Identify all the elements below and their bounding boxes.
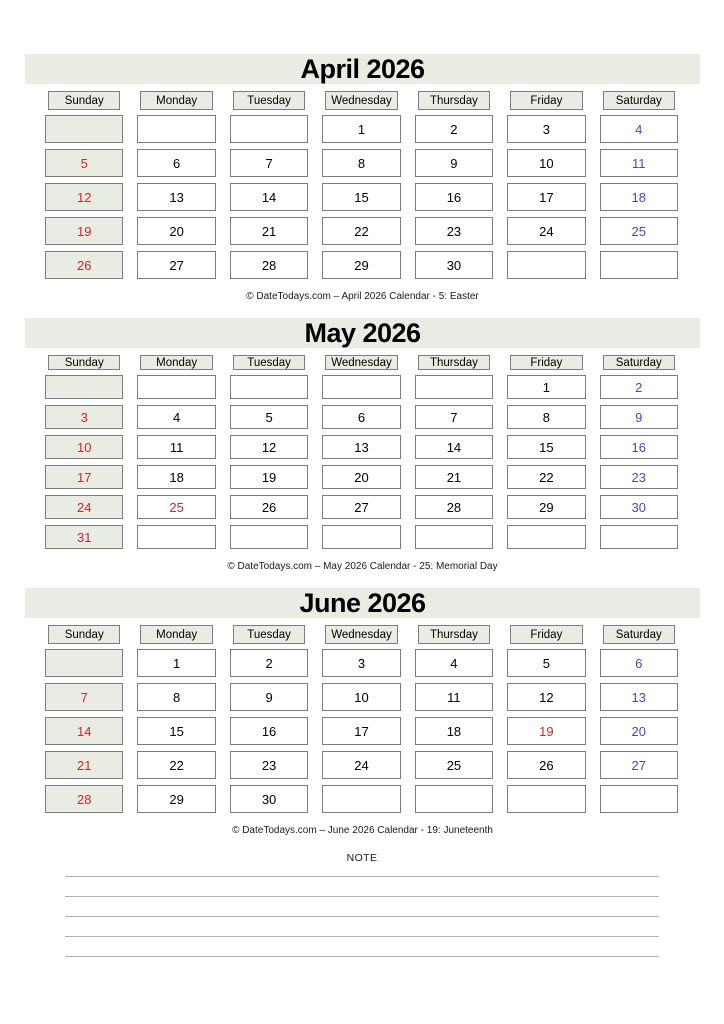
date-grid: [25, 375, 700, 549]
date-cell-2: 2: [230, 649, 308, 677]
date-cell-8: 8: [322, 149, 400, 177]
date-cell-15: 15: [507, 435, 585, 459]
weekday-header-sunday: Sunday: [48, 355, 120, 370]
date-cell-16: 16: [600, 435, 678, 459]
date-cell-24: 24: [322, 751, 400, 779]
date-cell-3: 3: [45, 405, 123, 429]
date-cell-14: 14: [45, 717, 123, 745]
date-cell-23: 23: [415, 217, 493, 245]
date-cell-10: 10: [507, 149, 585, 177]
empty-date-cell: [600, 785, 678, 813]
weekday-header-sunday: Sunday: [48, 91, 120, 110]
date-cell-31: 31: [45, 525, 123, 549]
month-title-band: [25, 588, 700, 618]
date-cell-24: 24: [45, 495, 123, 519]
note-line: [65, 917, 659, 937]
date-cell-27: 27: [322, 495, 400, 519]
date-cell-22: 22: [322, 217, 400, 245]
date-cell-1: 1: [322, 115, 400, 143]
month-footer: © DateTodays.com – April 2026 Calendar - 5: Easter: [246, 291, 479, 302]
date-cell-10: 10: [322, 683, 400, 711]
date-cell-18: 18: [137, 465, 215, 489]
weekday-header-tuesday: Tuesday: [233, 91, 305, 110]
month-title-band: [25, 54, 700, 84]
note-section: [65, 852, 659, 957]
date-cell-1: 1: [137, 649, 215, 677]
empty-date-cell: [322, 785, 400, 813]
date-cell-29: 29: [137, 785, 215, 813]
empty-date-cell: [230, 525, 308, 549]
date-cell-26: 26: [45, 251, 123, 279]
empty-date-cell: [137, 115, 215, 143]
date-cell-30: 30: [600, 495, 678, 519]
month-title: June 2026: [299, 587, 426, 618]
date-cell-4: 4: [137, 405, 215, 429]
note-line: [65, 937, 659, 957]
date-cell-12: 12: [507, 683, 585, 711]
date-cell-9: 9: [600, 405, 678, 429]
note-lines: [65, 864, 659, 957]
empty-date-cell: [230, 375, 308, 399]
date-cell-19: 19: [230, 465, 308, 489]
empty-date-cell: [507, 525, 585, 549]
empty-date-cell: [322, 525, 400, 549]
weekday-header-friday: Friday: [510, 355, 582, 370]
weekday-header-saturday: Saturday: [603, 355, 675, 370]
date-cell-1: 1: [507, 375, 585, 399]
weekday-header-friday: Friday: [510, 91, 582, 110]
date-cell-20: 20: [137, 217, 215, 245]
month-may: [25, 318, 700, 572]
date-cell-19: 19: [507, 717, 585, 745]
date-cell-29: 29: [322, 251, 400, 279]
date-cell-8: 8: [507, 405, 585, 429]
weekday-header-friday: Friday: [510, 625, 582, 644]
date-cell-16: 16: [230, 717, 308, 745]
weekday-header-thursday: Thursday: [418, 355, 490, 370]
date-cell-3: 3: [322, 649, 400, 677]
weekday-header-monday: Monday: [140, 355, 212, 370]
empty-date-cell: [45, 375, 123, 399]
date-cell-4: 4: [600, 115, 678, 143]
date-cell-20: 20: [600, 717, 678, 745]
note-line: [65, 897, 659, 917]
date-cell-26: 26: [507, 751, 585, 779]
date-cell-15: 15: [137, 717, 215, 745]
date-cell-21: 21: [45, 751, 123, 779]
weekday-header-wednesday: Wednesday: [325, 625, 397, 644]
date-cell-25: 25: [415, 751, 493, 779]
date-cell-13: 13: [137, 183, 215, 211]
empty-date-cell: [415, 375, 493, 399]
date-cell-2: 2: [415, 115, 493, 143]
empty-date-cell: [600, 251, 678, 279]
date-cell-22: 22: [507, 465, 585, 489]
date-cell-21: 21: [415, 465, 493, 489]
weekday-header-row: [25, 625, 700, 644]
empty-date-cell: [230, 115, 308, 143]
date-cell-25: 25: [137, 495, 215, 519]
date-cell-5: 5: [230, 405, 308, 429]
month-june: [25, 588, 700, 836]
empty-date-cell: [415, 525, 493, 549]
date-cell-17: 17: [322, 717, 400, 745]
date-cell-27: 27: [137, 251, 215, 279]
date-cell-30: 30: [415, 251, 493, 279]
date-cell-17: 17: [507, 183, 585, 211]
weekday-header-wednesday: Wednesday: [325, 91, 397, 110]
date-cell-27: 27: [600, 751, 678, 779]
empty-date-cell: [600, 525, 678, 549]
date-cell-18: 18: [600, 183, 678, 211]
empty-date-cell: [45, 115, 123, 143]
empty-date-cell: [415, 785, 493, 813]
weekday-header-tuesday: Tuesday: [233, 625, 305, 644]
date-cell-5: 5: [45, 149, 123, 177]
month-title: May 2026: [304, 317, 421, 348]
weekday-header-sunday: Sunday: [48, 625, 120, 644]
weekday-header-thursday: Thursday: [418, 625, 490, 644]
date-cell-8: 8: [137, 683, 215, 711]
date-cell-12: 12: [230, 435, 308, 459]
date-cell-2: 2: [600, 375, 678, 399]
weekday-header-monday: Monday: [140, 91, 212, 110]
date-grid: [25, 115, 700, 279]
date-cell-11: 11: [600, 149, 678, 177]
empty-date-cell: [322, 375, 400, 399]
note-line: [65, 877, 659, 897]
weekday-header-row: [25, 355, 700, 370]
date-cell-13: 13: [600, 683, 678, 711]
empty-date-cell: [137, 375, 215, 399]
date-cell-16: 16: [415, 183, 493, 211]
date-cell-17: 17: [45, 465, 123, 489]
date-cell-7: 7: [230, 149, 308, 177]
empty-date-cell: [137, 525, 215, 549]
weekday-header-monday: Monday: [140, 625, 212, 644]
date-cell-12: 12: [45, 183, 123, 211]
date-cell-7: 7: [45, 683, 123, 711]
date-grid: [25, 649, 700, 813]
month-april: [25, 54, 700, 302]
month-footer: © DateTodays.com – May 2026 Calendar - 25: Memorial Day: [227, 561, 498, 572]
weekday-header-saturday: Saturday: [603, 625, 675, 644]
date-cell-14: 14: [230, 183, 308, 211]
date-cell-28: 28: [415, 495, 493, 519]
date-cell-29: 29: [507, 495, 585, 519]
weekday-header-thursday: Thursday: [418, 91, 490, 110]
note-line: [65, 864, 659, 877]
date-cell-28: 28: [45, 785, 123, 813]
date-cell-23: 23: [600, 465, 678, 489]
date-cell-13: 13: [322, 435, 400, 459]
date-cell-21: 21: [230, 217, 308, 245]
date-cell-9: 9: [230, 683, 308, 711]
date-cell-18: 18: [415, 717, 493, 745]
date-cell-11: 11: [415, 683, 493, 711]
date-cell-14: 14: [415, 435, 493, 459]
date-cell-6: 6: [600, 649, 678, 677]
date-cell-9: 9: [415, 149, 493, 177]
empty-date-cell: [507, 785, 585, 813]
weekday-header-wednesday: Wednesday: [325, 355, 397, 370]
date-cell-11: 11: [137, 435, 215, 459]
date-cell-20: 20: [322, 465, 400, 489]
date-cell-23: 23: [230, 751, 308, 779]
month-title: April 2026: [300, 53, 425, 84]
date-cell-26: 26: [230, 495, 308, 519]
date-cell-10: 10: [45, 435, 123, 459]
date-cell-22: 22: [137, 751, 215, 779]
date-cell-3: 3: [507, 115, 585, 143]
month-footer: © DateTodays.com – June 2026 Calendar - 19: Juneteenth: [232, 825, 493, 836]
date-cell-28: 28: [230, 251, 308, 279]
date-cell-24: 24: [507, 217, 585, 245]
date-cell-6: 6: [137, 149, 215, 177]
weekday-header-saturday: Saturday: [603, 91, 675, 110]
date-cell-30: 30: [230, 785, 308, 813]
empty-date-cell: [507, 251, 585, 279]
date-cell-7: 7: [415, 405, 493, 429]
weekday-header-tuesday: Tuesday: [233, 355, 305, 370]
month-title-band: [25, 318, 700, 348]
date-cell-5: 5: [507, 649, 585, 677]
date-cell-4: 4: [415, 649, 493, 677]
date-cell-25: 25: [600, 217, 678, 245]
note-label: NOTE: [346, 852, 378, 864]
weekday-header-row: [25, 91, 700, 110]
date-cell-19: 19: [45, 217, 123, 245]
date-cell-15: 15: [322, 183, 400, 211]
empty-date-cell: [45, 649, 123, 677]
date-cell-6: 6: [322, 405, 400, 429]
